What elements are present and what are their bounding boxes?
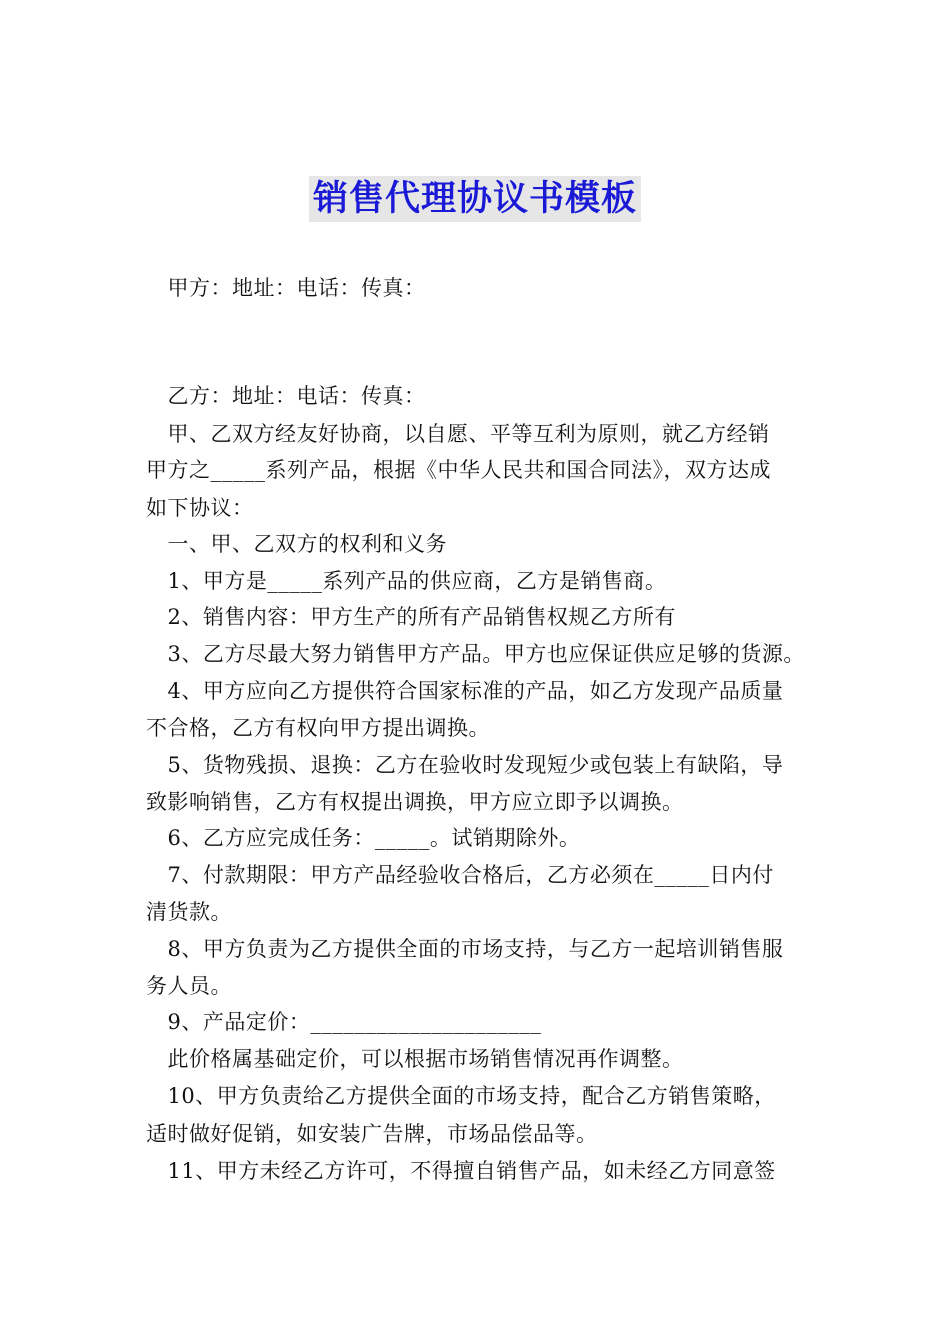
paragraph-line: 甲方之_____系列产品，根据《中华人民共和国合同法》，双方达成 bbox=[146, 458, 771, 482]
clause-line: 5、货物残损、退换：乙方在验收时发现短少或包装上有缺陷，导 bbox=[146, 753, 784, 777]
clause-line: 不合格，乙方有权向甲方提出调换。 bbox=[146, 716, 490, 740]
clause-line: 4、甲方应向乙方提供符合国家标准的产品，如乙方发现产品质量 bbox=[146, 679, 784, 703]
clause-line: 务人员。 bbox=[146, 974, 232, 998]
paragraph-line: 甲、乙双方经友好协商，以自愿、平等互利为原则，就乙方经销 bbox=[146, 422, 770, 446]
clause-line: 10、甲方负责给乙方提供全面的市场支持，配合乙方销售策略， bbox=[146, 1084, 776, 1108]
document-title: 销售代理协议书模板 bbox=[309, 176, 641, 222]
title-container bbox=[0, 176, 950, 222]
clause-line: 8、甲方负责为乙方提供全面的市场支持，与乙方一起培训销售服 bbox=[146, 937, 784, 961]
clause-line: 2、销售内容：甲方生产的所有产品销售权规乙方所有 bbox=[146, 605, 676, 629]
clause-line: 清货款。 bbox=[146, 900, 232, 924]
party-a-line: 甲方：地址：电话：传真： bbox=[146, 276, 426, 300]
party-b-line: 乙方：地址：电话：传真： bbox=[146, 384, 426, 408]
clause-line: 1、甲方是_____系列产品的供应商，乙方是销售商。 bbox=[146, 569, 667, 593]
paragraph-line: 如下协议： bbox=[146, 496, 254, 520]
clause-line: 致影响销售，乙方有权提出调换，甲方应立即予以调换。 bbox=[146, 790, 684, 814]
clause-line: 6、乙方应完成任务：_____。试销期除外。 bbox=[146, 826, 581, 850]
clause-line: 适时做好促销，如安装广告牌，市场品偿品等。 bbox=[146, 1122, 598, 1146]
section-heading: 一、甲、乙双方的权利和义务 bbox=[146, 532, 447, 556]
clause-line: 9、产品定价：_____________________ bbox=[146, 1010, 542, 1034]
clause-line: 7、付款期限：甲方产品经验收合格后，乙方必须在_____日内付 bbox=[146, 863, 774, 887]
clause-line: 11、甲方未经乙方许可，不得擅自销售产品，如未经乙方同意签 bbox=[146, 1159, 776, 1183]
clause-line: 此价格属基础定价，可以根据市场销售情况再作调整。 bbox=[146, 1047, 684, 1071]
clause-line: 3、乙方尽最大努力销售甲方产品。甲方也应保证供应足够的货源。 bbox=[146, 642, 805, 666]
